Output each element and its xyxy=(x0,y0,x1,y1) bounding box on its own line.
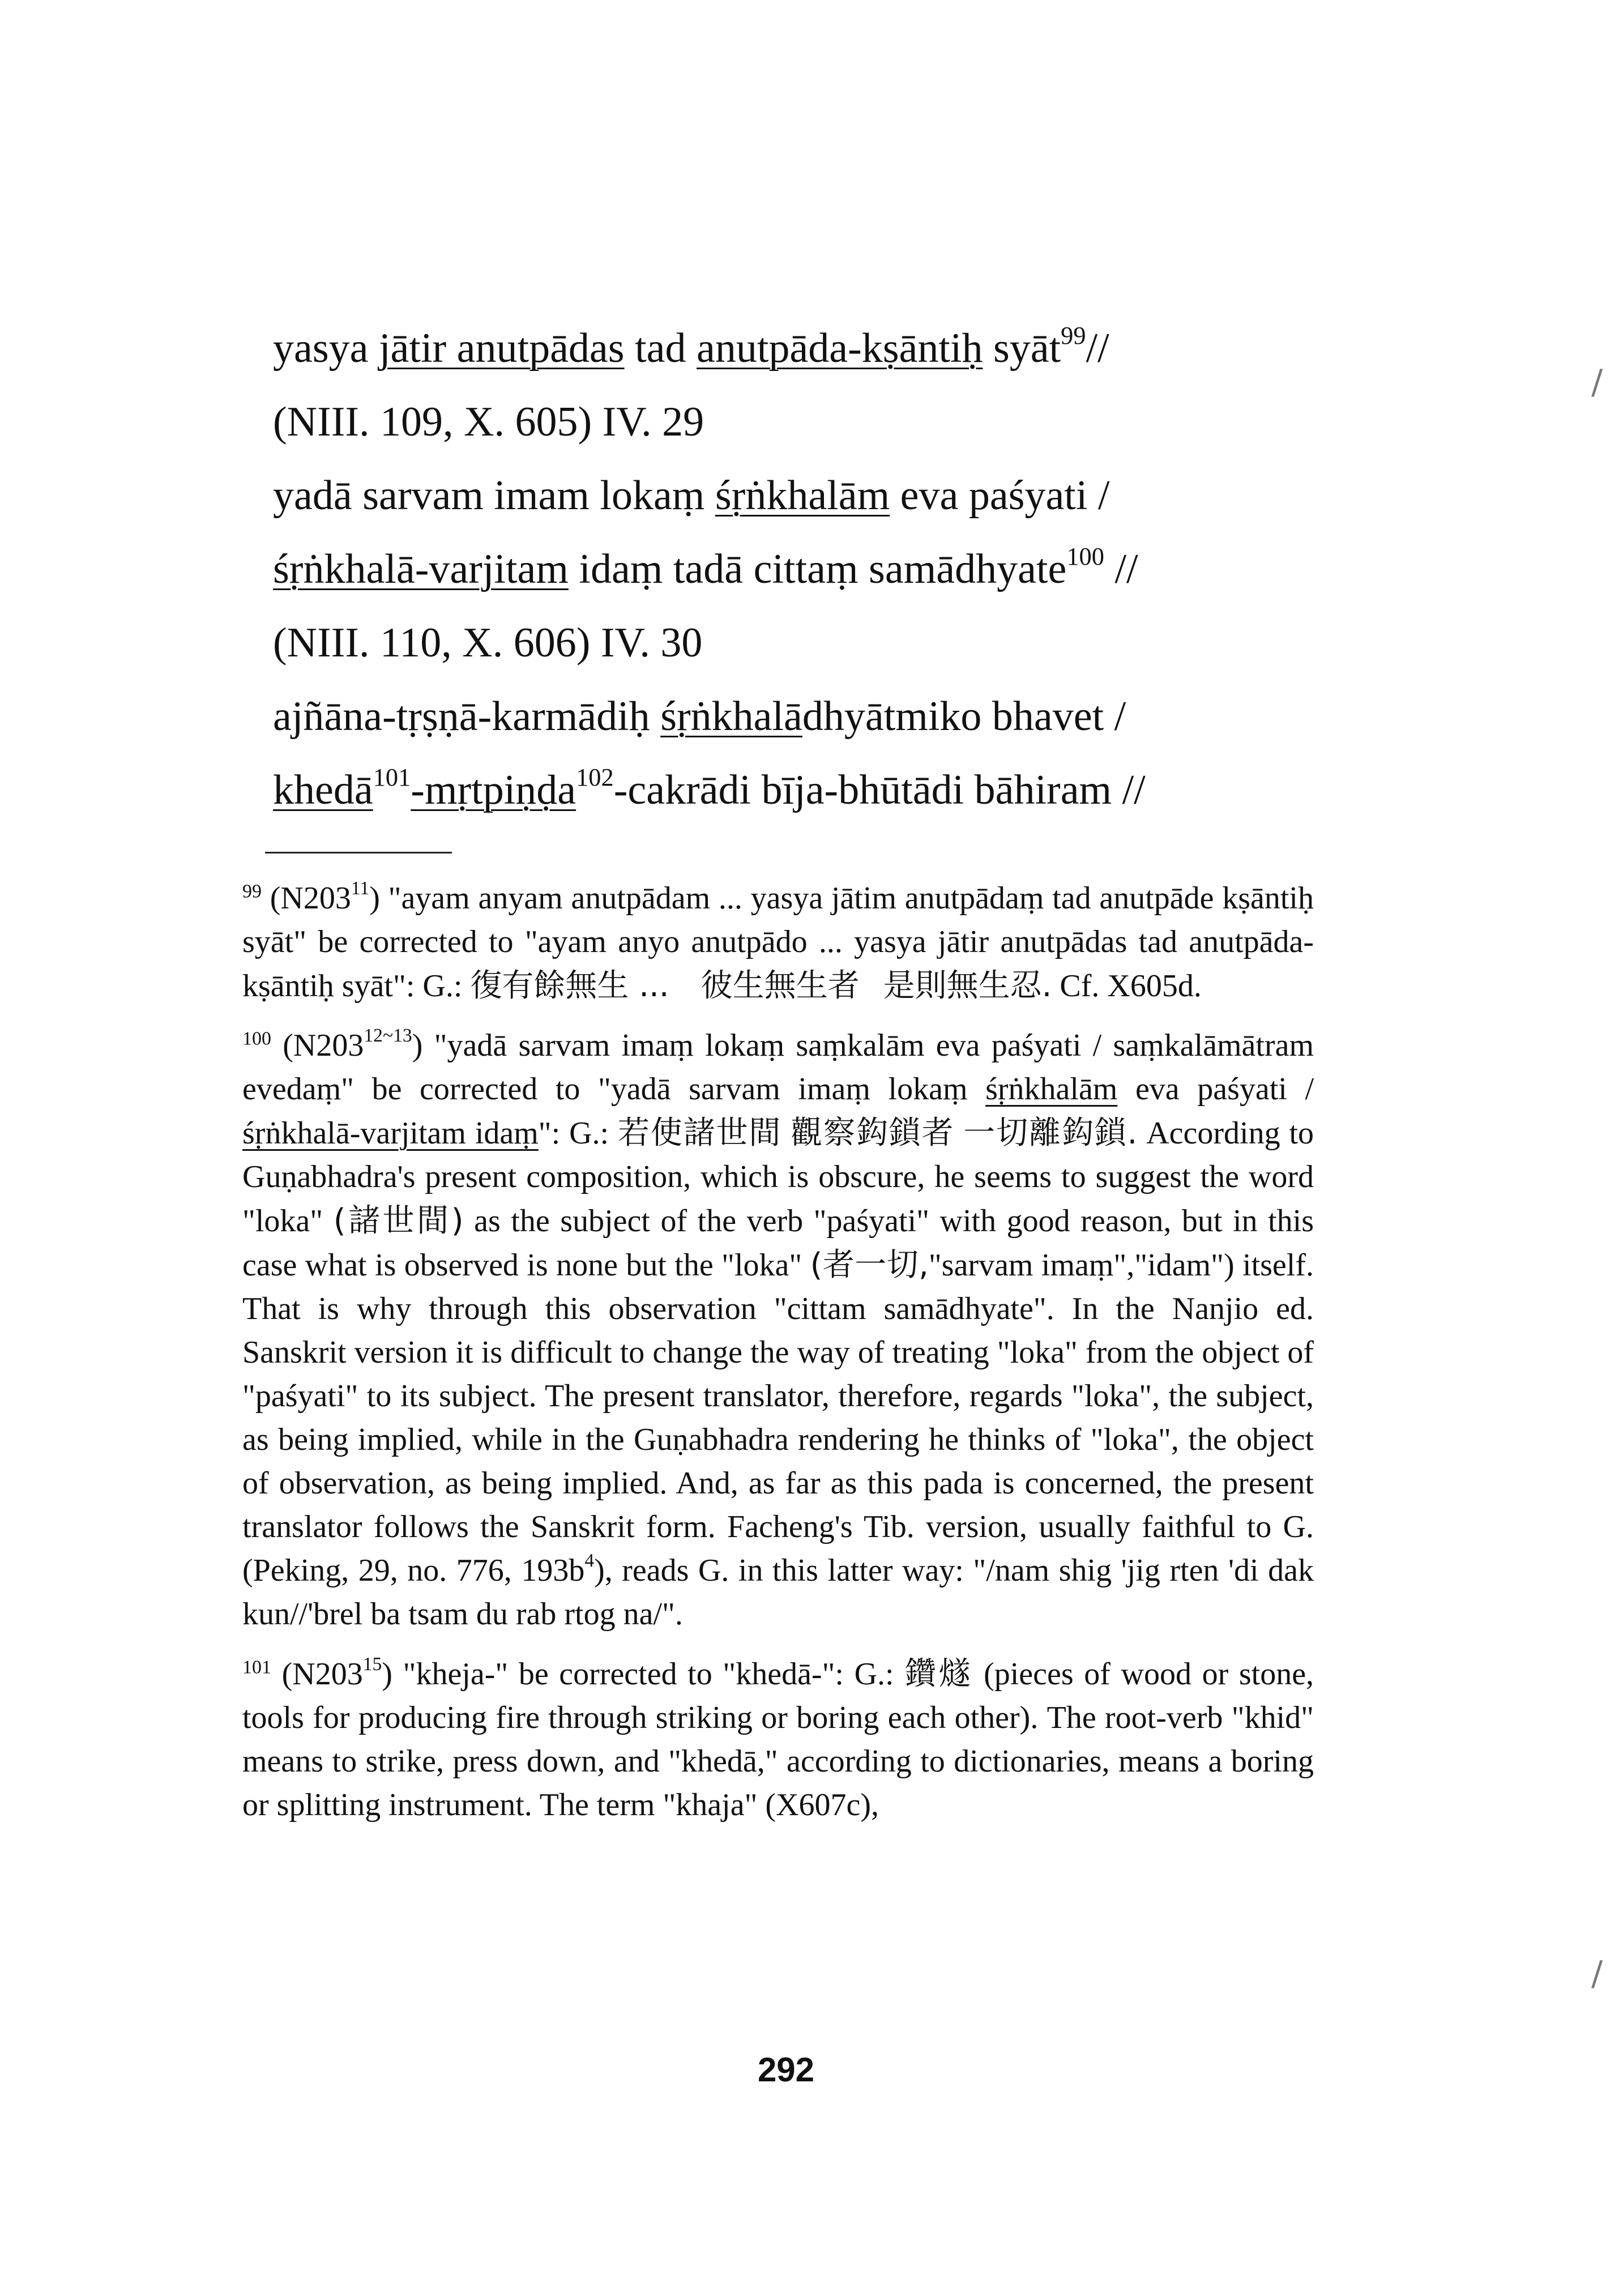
verse-text: idaṃ tadā cittaṃ samādhyate xyxy=(568,546,1067,592)
verse-line-7 xyxy=(273,762,1406,816)
underlined-term: śṛṅkhalā xyxy=(660,693,802,740)
footnotes xyxy=(242,877,1314,1843)
footnote-number: 101 xyxy=(242,1657,271,1678)
source-ref: (N203 xyxy=(281,1657,363,1692)
chinese-text: 復有餘無生 ... xyxy=(470,967,669,1004)
verse-line-2 xyxy=(273,396,1406,447)
footnote-text: "kheja-" be corrected to "khedā-": G.: xyxy=(403,1657,894,1692)
verse-line-6 xyxy=(273,691,1406,742)
verse-text: syāt xyxy=(983,325,1061,372)
chinese-text: 是則無生忍. xyxy=(883,967,1052,1004)
source-ref-line: 11 xyxy=(351,878,370,899)
footnote-text: (pieces of wood or stone, tools for producing fire through striking or boring each other). The root-verb "khid" means to strike, press down, and "khedā," according to dictionaries, means a boring or splitting instrument. The term "khaja" (X607c), xyxy=(242,1657,1314,1823)
source-ref-close: ) xyxy=(382,1657,392,1692)
footnote-100 xyxy=(242,1024,1314,1636)
verse-line-5 xyxy=(273,617,1406,668)
chinese-text: 觀察鈎鎖者 xyxy=(791,1115,955,1151)
page-number: 292 xyxy=(757,2051,815,2089)
verse-line-3 xyxy=(273,470,1406,521)
chinese-text: 鑽燧 xyxy=(904,1655,973,1692)
verse-reference: (NIII. 109, X. 605) IV. 29 xyxy=(273,399,704,445)
footnote-99 xyxy=(242,877,1314,1008)
footnote-text: ), reads G. in this latter way: "/nam shig 'jig rten 'di dak kun//'brel ba tsam du rab rtog na/". xyxy=(242,1553,1314,1632)
verse-text: -cakrādi bīja-bhūtādi bāhiram // xyxy=(613,767,1146,813)
footnote-ref-99: 99 xyxy=(1061,321,1086,349)
footnote-number: 100 xyxy=(242,1028,271,1049)
underlined-term: anutpāda-kṣāntiḥ xyxy=(696,325,983,372)
underlined-term: śṛṅkhalām xyxy=(985,1072,1118,1107)
scan-edge-mark: / xyxy=(1591,362,1603,402)
underlined-term: śṛṅkhalā-varjitam idaṃ xyxy=(242,1116,539,1151)
verse-text: yadā sarvam imam lokaṃ xyxy=(273,472,715,519)
superscript: 4 xyxy=(584,1550,595,1572)
underlined-term: śṛṅkhalām xyxy=(715,472,890,519)
chinese-text: (者一切, xyxy=(810,1247,929,1283)
underlined-term: -mṛtpiṇḍa xyxy=(411,767,576,813)
chinese-text: (諸世間) xyxy=(333,1202,464,1239)
underlined-term: khedā xyxy=(273,767,373,813)
footnote-text: as the subject of the verb "paśyati" with good reason, but in this case what is observed is none but the "loka" xyxy=(242,1204,1314,1283)
source-ref-line: 15 xyxy=(362,1654,382,1675)
source-ref-close: ) xyxy=(412,1028,423,1063)
underlined-term: śṛṅkhalā-varjitam xyxy=(273,546,569,592)
footnote-ref-101: 101 xyxy=(373,762,411,791)
footnote-text: eva paśyati / xyxy=(1135,1072,1314,1107)
source-ref-close: ) xyxy=(369,881,380,916)
footnote-text: Cf. X605d. xyxy=(1060,968,1202,1004)
source-ref: (N203 xyxy=(283,1028,364,1063)
footnote-ref-100: 100 xyxy=(1066,541,1104,570)
source-ref: (N203 xyxy=(270,881,351,916)
source-ref-line: 12~13 xyxy=(364,1025,412,1047)
verse-reference: (NIII. 110, X. 606) IV. 30 xyxy=(273,620,703,666)
verse-text: ajñāna-tṛṣṇā-karmādiḥ xyxy=(273,693,661,740)
footnote-text: "sarvam imaṃ","idam") itself. That is why through this observation "cittam samādhyate". In the Nanjio ed. Sanskrit version it is difficult to change the way of treating "loka" from the object of "paśyati" to its subject. The present translator, therefore, regards "loka", the subject, as being implied, while in the Guṇabhadra rendering he thinks of "loka", the object of observation, as being implied. And, as far as this pada is concerned, the present translator follows the Sanskrit form. Facheng's Tib. version, usually faithful to G. (Peking, 29, no. 776, 193b xyxy=(242,1248,1314,1588)
footnote-text: According to Guṇabhadra's present composition, which is obscure, he seems to suggest the word "loka" xyxy=(242,1116,1314,1239)
scan-edge-mark: / xyxy=(1591,1954,1603,1994)
verse-text: yasya xyxy=(273,325,379,372)
chinese-text: 若使諸世間 xyxy=(617,1115,782,1151)
footnote-text: "ayam anyam anutpādam ... yasya jātim anutpādaṃ tad anutpāde kṣāntiḥ syāt" be corrected to "ayam anyo anutpādo ... yasya jātir anutpādas tad anutpāda-kṣāntiḥ syāt": G.: xyxy=(242,881,1314,1004)
verse-text: eva paśyati / xyxy=(890,472,1110,519)
verse-text: dhyātmiko bhavet / xyxy=(802,693,1126,740)
footnote-separator xyxy=(265,852,452,853)
footnote-101 xyxy=(242,1652,1314,1827)
verse-end-mark: // xyxy=(1086,325,1109,372)
verse-line-1 xyxy=(273,323,1406,374)
verse-text: tad xyxy=(624,325,697,372)
footnote-number: 99 xyxy=(242,881,262,902)
verse-end-mark: // xyxy=(1104,546,1138,592)
chinese-text: 一切離鈎鎖. xyxy=(963,1115,1138,1151)
footnote-ref-102: 102 xyxy=(576,762,614,791)
underlined-term: jātir anutpādas xyxy=(379,325,625,372)
chinese-text: 彼生無生者 xyxy=(701,967,860,1004)
footnote-text: "yadā sarvam imaṃ lokaṃ saṃkalām eva paśyati / saṃkalāmātram evedaṃ" be corrected to "yadā sarvam imaṃ lokaṃ xyxy=(242,1028,1314,1107)
footnote-text: ": G.: xyxy=(538,1116,609,1151)
verse-line-4 xyxy=(273,541,1406,595)
